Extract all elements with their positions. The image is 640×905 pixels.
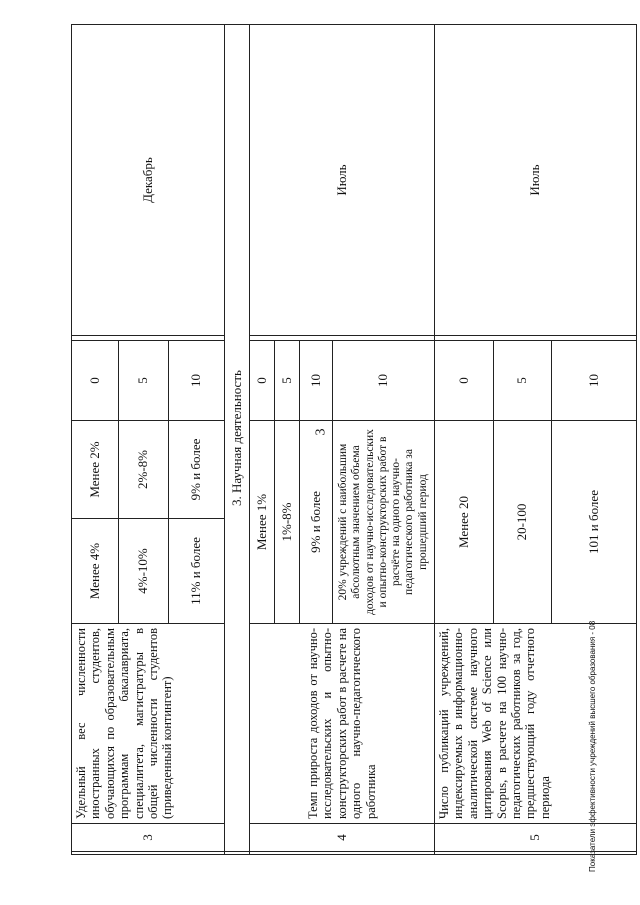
criterion-a: 4%-10% (119, 519, 169, 624)
score: 5 (119, 341, 169, 421)
page-footer: Показатели эффективности учреждений высшего образования - 08 (588, 620, 597, 872)
score: 5 (494, 341, 552, 421)
score: 0 (250, 341, 275, 421)
criterion-a: Менее 4% (72, 519, 119, 624)
table-row (250, 25, 275, 855)
criterion: 101 и более (552, 421, 637, 624)
criterion: 9% и более (300, 421, 333, 624)
score: 5 (275, 341, 300, 421)
row-number: 3 (72, 824, 225, 852)
score: 10 (300, 341, 333, 421)
section-row (225, 25, 250, 855)
criterion: Менее 20 (435, 421, 494, 624)
criterion-b: 2%-8% (119, 421, 169, 519)
criterion: Менее 1% (250, 421, 275, 624)
score: 10 (333, 341, 435, 421)
score: 10 (169, 341, 225, 421)
indicator-text: Удельный вес численности иностранных студентов, обучающихся по образовательным программам бакалавриата, специалитета, магистратуры в общей численности студентов (приведенный контингент) (72, 624, 225, 824)
section-title: 3. Научная деятельность (225, 25, 250, 852)
deadline: Июль (250, 25, 435, 336)
table-row (435, 25, 494, 855)
margin-cell (250, 852, 435, 855)
score: 0 (435, 341, 494, 421)
criterion-a: 11% и более (169, 519, 225, 624)
criterion: 20-100 (494, 421, 552, 624)
deadline: Июль (435, 25, 637, 336)
score: 0 (72, 341, 119, 421)
criterion-long: 20% учреждений с наибольшим абсолютным значением объема доходов от научно-исследовательских и опытно-конструкторских работ в расчёте на одного научно-педагогического работника за прошедший период (333, 421, 435, 624)
criterion: 1%-8% (275, 421, 300, 624)
page-number: 3 (313, 428, 329, 436)
margin-cell (72, 852, 225, 855)
criterion-b: 9% и более (169, 421, 225, 519)
indicators-table (71, 24, 637, 855)
rotated-table-wrapper (71, 25, 636, 855)
row-number: 5 (435, 824, 637, 852)
indicator-text: Темп прироста доходов от научно-исследовательских и опытно-конструкторских работ в расчете на одного научно-педагогического работника (250, 624, 435, 824)
row-number: 4 (250, 824, 435, 852)
table-row (72, 25, 119, 855)
margin-cell (225, 852, 250, 855)
indicator-text: Число публикаций учреждений, индексируемых в информационно-аналитической системе научного цитирования Web of Science или Scopus, в расчете на 100 научно-педагогических работников за год, предшествующий году отчетного периода (435, 624, 637, 824)
deadline: Декабрь (72, 25, 225, 336)
score: 10 (552, 341, 637, 421)
criterion-b: Менее 2% (72, 421, 119, 519)
margin-cell (435, 852, 637, 855)
